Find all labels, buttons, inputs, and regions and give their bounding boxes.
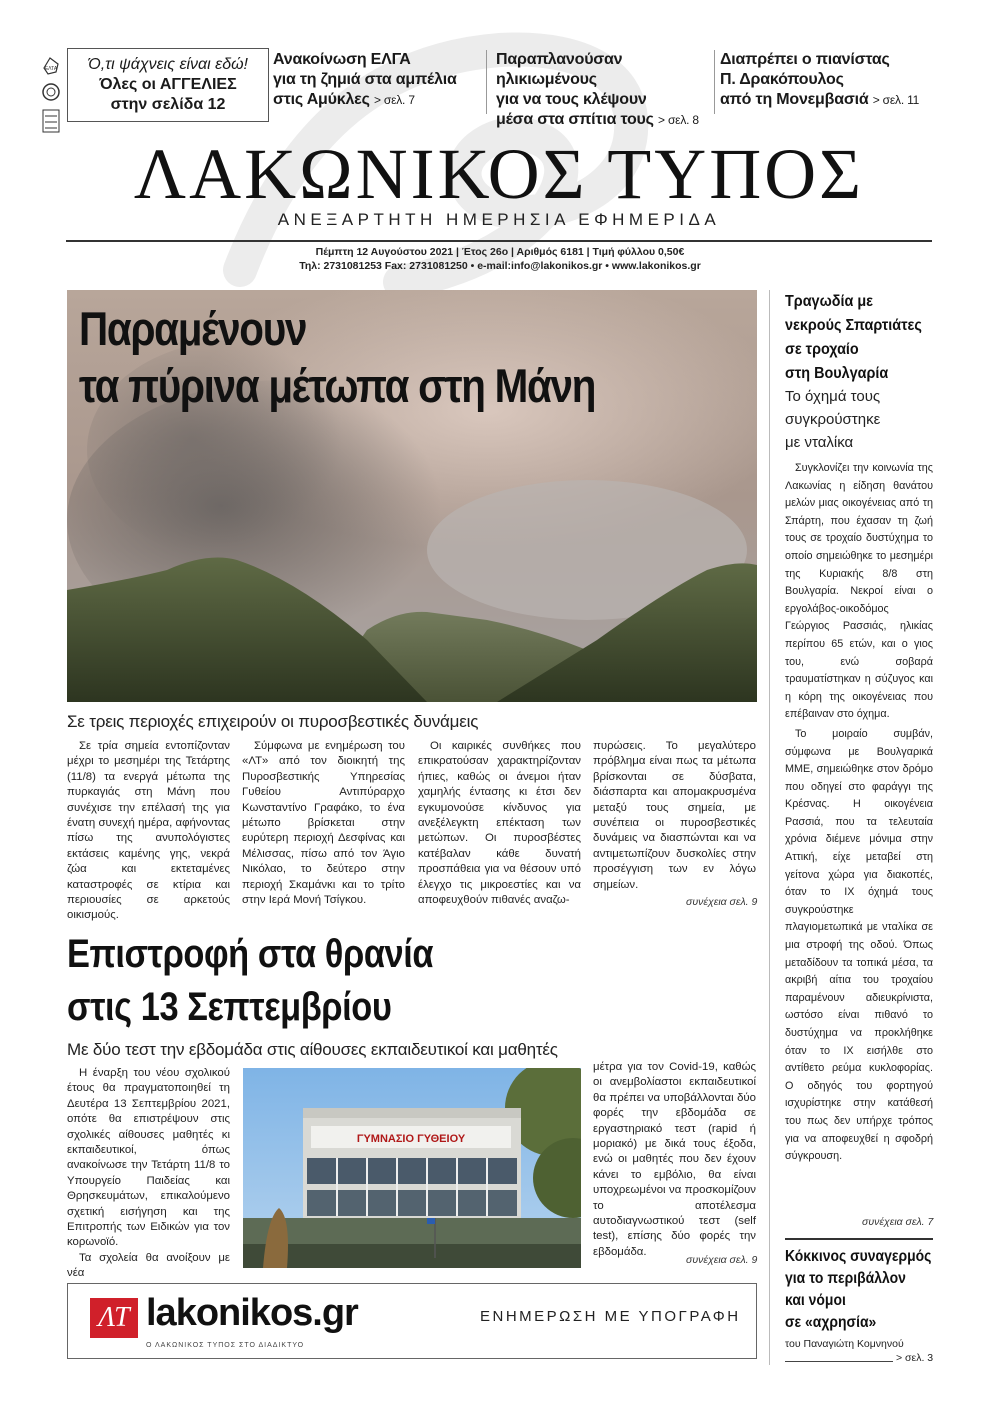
classifieds-promo[interactable] [67,48,269,122]
masthead-rule [66,240,932,242]
second-column-1 [67,1066,230,1282]
lead-paragraph: Σε τρία σημεία εντοπίζονταν μέχρι το μεσημέρι της Τετάρτης (11/8) τα ενεργά μέτωπα της πυρκαγιάς στη Μάνη που συνέχισε την επέλασή της για ένατη συνεχή ημέρα, αφήνοντας πίσω της ανυπολόγιστες εκτάσεις καμένης γης, νεκρά ζώα και εκτεταμένες καταστροφές σε κτίρια και περιουσίες σε αρκετούς οικισμούς. [67,740,230,922]
lead-headline-line-2: τα πύρινα μέτωπα στη Μάνη [79,359,596,412]
teaser-page-ref: > σελ. 8 [658,113,699,127]
opinion-page-ref[interactable]: > σελ. 3 [896,1352,934,1364]
sidebar-paragraph: Συγκλονίζει την κοινωνία της Λακωνίας η είδηση θανάτου μελών μιας οικογένειας από τη Σπάρτη, που έχασαν τη ζωή τους σε τροχαίο δυστύχημα το οποίο σημειώθηκε το μεσημέρι της Κυριακής 8/8 στη Βουλγαρία. Νεκροί είναι ο εργολάβος-οικοδόμος Γεώργιος Ρασσιάς, ηλικίας περίπου 65 ετών, και ο γιος του, ενώ σοβαρά τραυματίστηκαν η σύζυγος και η κόρη της οικογένειας που επέβαιναν στο όχημα. [785,462,933,721]
issue-info [220,245,780,273]
lead-continued-link[interactable]: συνέχεια σελ. 9 [686,896,758,908]
school-building-photo [243,1068,581,1268]
sidebar-headline-line: στη Βουλγαρία [785,365,889,382]
second-subhead: Με δύο τεστ την εβδομάδα στις αίθουσες εκπαιδευτικοί και μαθητές [67,1040,558,1059]
logo-mark-text: ΛΤ [98,1302,130,1333]
second-headline [67,928,549,1034]
opinion-headline-line: σε «αχρησία» [785,1314,877,1331]
sidebar-separator [785,1238,933,1240]
teaser-line: μέσα στα σπίτια τους [496,111,654,128]
school-building-illustration [243,1068,581,1268]
lead-column-1 [67,739,230,924]
sidebar-body [785,460,933,1166]
sidebar-deck-line: Το όχημά τους [785,388,881,405]
second-paragraph: μέτρα για τον Covid-19, καθώς οι ανεμβολίαστοι εκπαιδευτικοί θα πρέπει να υποβάλλονται δύο φορές την εβδομάδα σε εργαστηριακό τεστ (rapid ή μοριακό) με δικά τους έξοδα, ενώ οι μαθητές που δεν έχουν κάνει το εμβόλιο, θα είναι υποχρεωμένοι να προσκομίζουν το αποτέλεσμα αυτοδιαγνωστικού τεστ (self test), επίσης δύο φορές την εβδομάδα. [593,1061,756,1258]
opinion-headline[interactable] [785,1246,931,1334]
teaser-divider [714,50,715,114]
sidebar-deck [785,385,880,454]
second-continued-link[interactable]: συνέχεια σελ. 9 [686,1254,758,1266]
lead-paragraph: Σύμφωνα με ενημέρωση του «ΛΤ» από τον διοικητή της Πυροσβεστικής Υπηρεσίας Γυθείου Αντιπύραρχο Κωνσταντίνο Γραφάκο, το ένα μέτωπο βρίσκεται στην ευρύτερη περιοχή Δεσφίνας και Μέλισσας, πίσω από τον Άγιο Νικόλαο, το δεύτερο στην περιοχή Σκαμάνκι και το τρίτο στην Ιερά Μονή Τσίγκου. [242,740,405,907]
opinion-author: του Παναγιώτη Κομνηνού [785,1338,904,1350]
sidebar-headline-line: σε τροχαίο [785,341,859,358]
website-logo-text: lakonikos.gr [146,1292,358,1334]
teaser-page-ref: > σελ. 7 [373,93,415,107]
teaser-line: για να τους κλέψουν [496,91,647,108]
top-teaser-strip [40,44,932,128]
second-headline-line-1: Επιστροφή στα θρανία [67,932,434,976]
newspaper-subtitle: ΑΝΕΞΑΡΤΗΤΗ ΗΜΕΡΗΣΙΑ ΕΦΗΜΕΡΙΔΑ [277,210,721,229]
teaser-divider [486,50,487,114]
lead-column-3 [418,739,581,908]
opinion-headline-line: και νόμοι [785,1292,846,1309]
classifieds-line-2: Όλες οι ΑΓΓΕΛΙΕΣ [99,76,237,93]
lead-paragraph: Οι καιρικές συνθήκες που επικρατούσαν χαρακτηρίζονταν ήπιες, καθώς οι άνεμοι ήταν χαμηλής έντασης κι έτσι δεν εγκυμονούσε κίνδυνος για ανεξέλεγκτη επέκταση των μετώπων. Οι πυροσβέστες κατέβαλαν κάθε δυνατή προσπάθεια για να θέσουν υπό έλεγχο τις μικροεστίες και να αποφευχθούν πιθανές αναζω- [418,740,581,907]
elta-badge-text: ΕΛΤΑ [44,66,58,72]
classifieds-line-3: στην σελίδα 12 [110,96,226,113]
sidebar-headline-line: νεκρούς Σπαρτιάτες [785,317,922,334]
teaser-elderly-theft[interactable] [496,50,720,130]
elta-postage-icon [40,54,62,134]
lead-headline [79,300,750,414]
teaser-elga[interactable] [273,50,481,110]
teaser-line: από τη Μονεμβασιά [720,91,869,108]
sidebar-paragraph: Το μοιραίο συμβάν, σύμφωνα με Βουλγαρικά ΜΜΕ, σημειώθηκε στον δρόμο που οδηγεί στο φαράγγι της Κρέσνας. Η οικογένεια Ρασσιά, που τα τελευταία χρόνια διέμενε μόνιμα στην Αττική, είχε μεταβεί στη γείτονα χώρα για διακοπές, όταν το ΙΧ όχημά τους συγκρούστηκε πλαγιομετωπικά με νταλίκα σε μια στροφή της οδού. Όπως μεταδίδουν τα τοπικά μέσα, τα ακριβή αίτια του τροχαίου παραμένουν αδιευκρίνιστα, ωστόσο είναι πιθανό το δυστύχημα να προκλήθηκε όταν το ΙΧ εισήλθε στο αντίθετο ρεύμα κυκλοφορίας. Ο οδηγός του φορτηγού ισχυρίστηκε στην κατάθεσή του πως δεν υπήρχε τρόπος για να αποφευχθεί η σφοδρή σύγκρουση. [785,727,933,1163]
sidebar-deck-line: συγκρούστηκε [785,411,881,428]
lead-paragraph: πυρώσεις. Το μεγαλύτερο πρόβλημα είναι πως τα μέτωπα βρίσκονται σε δύσβατα, διάσπαρτα και απομακρυσμένα μεταξύ τους σημεία, με συνέπεια οι πυροσβεστικές δυνάμεις να διασπώνται και να αντιμετωπίζουν δυσκολίες στην προσέγγιση των εν λόγω σημείων. [593,740,756,891]
opinion-underline [785,1361,893,1362]
teaser-page-ref: > σελ. 11 [872,93,920,107]
sidebar-headline [785,290,922,386]
teaser-line: στις Αμύκλες [273,91,370,108]
teaser-line: για τη ζημιά στα αμπέλια [273,71,457,88]
website-slogan: ΕΝΗΜΕΡΩΣΗ ΜΕ ΥΠΟΓΡΑΦΗ [480,1308,741,1325]
teaser-pianist[interactable] [720,50,932,110]
issue-date-line: Πέμπτη 12 Αυγούστου 2021 | Έτος 26ο | Αριθμός 6181 | Τιμή φύλλου 0,50€ [315,246,685,258]
lakonikos-logo-mark [90,1298,138,1338]
lead-column-4 [593,739,756,893]
contact-line: Τηλ: 2731081253 Fax: 2731081250 • e-mail:info@lakonikos.gr • www.lakonikos.gr [299,260,701,272]
teaser-line: Π. Δρακόπουλος [720,71,844,88]
sidebar-headline-line: Τραγωδία με [785,293,873,310]
lead-subhead: Σε τρεις περιοχές επιχειρούν οι πυροσβεστικές δυνάμεις [67,712,479,731]
second-headline-line-2: στις 13 Σεπτεμβρίου [67,985,392,1029]
lead-column-2 [242,739,405,908]
masthead [66,136,932,230]
opinion-headline-line: Κόκκινος συναγερμός [785,1248,932,1265]
sidebar-deck-line: με νταλίκα [785,434,854,451]
second-column-3 [593,1060,756,1260]
sidebar-continued-link[interactable]: συνέχεια σελ. 7 [862,1216,934,1228]
lead-photo [67,290,757,702]
website-promo-banner[interactable] [67,1283,757,1359]
lead-headline-line-1: Παραμένουν [79,302,307,355]
second-paragraph: Η έναρξη του νέου σχολικού έτους θα πραγματοποιηθεί τη Δευτέρα 13 Σεπτεμβρίου 2021, οπότε θα επιστρέψουν στις σχολικές αίθουσες μαθητές κι εκπαιδευτικοί, όπως ανακοίνωσε την Τετάρτη 11/8 το Υπουργείο Παιδείας και Θρησκευμάτων, επικαλούμενο σχετική εισήγηση και της Επιτροπής των Ειδικών για τον κορωνοϊό. [67,1067,230,1249]
opinion-headline-line: για το περιβάλλον [785,1270,906,1287]
teaser-line: Ανακοίνωση ΕΛΓΑ [273,51,411,68]
teaser-line: Διαπρέπει ο πιανίστας [720,51,890,68]
second-paragraph: Τα σχολεία θα ανοίξουν με νέα [67,1251,230,1280]
school-sign-text: ΓΥΜΝΑΣΙΟ ΓΥΘΕΙΟΥ [356,1133,466,1145]
teaser-line: Παραπλανούσαν ηλικιωμένους [496,51,623,88]
website-tagline: Ο ΛΑΚΩΝΙΚΟΣ ΤΥΠΟΣ ΣΤΟ ΔΙΑΔΙΚΤΥΟ [146,1342,305,1349]
sidebar-divider [769,290,770,1365]
newspaper-title: ΛΑΚΩΝΙΚΟΣ ΤΥΠΟΣ [133,134,865,214]
classifieds-line-1: Ό,τι ψάχνεις είναι εδώ! [88,56,248,73]
